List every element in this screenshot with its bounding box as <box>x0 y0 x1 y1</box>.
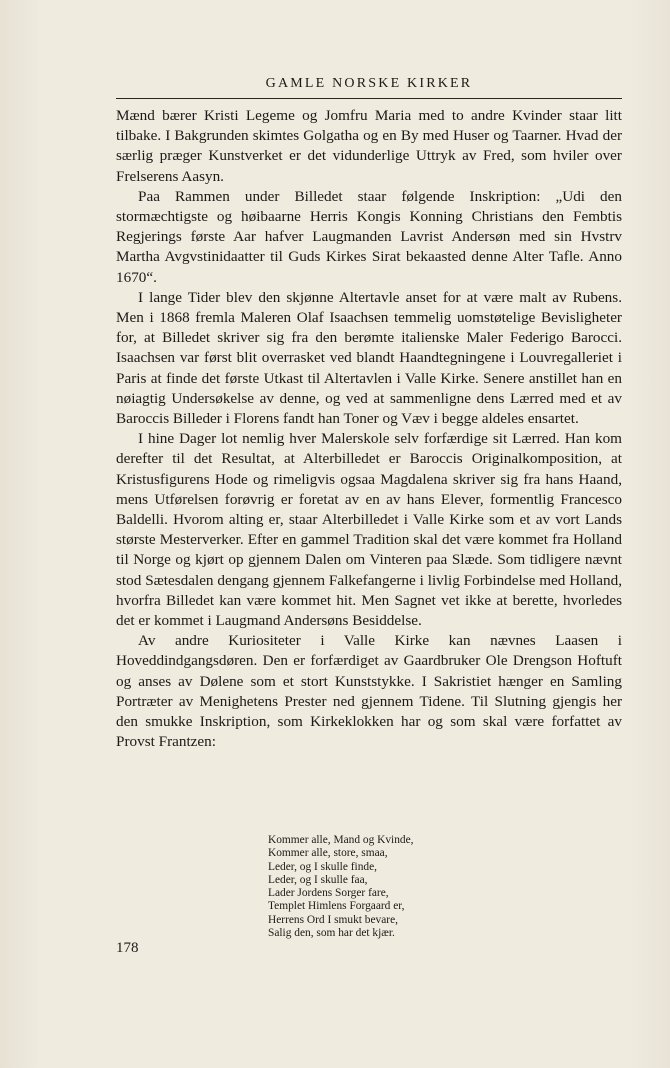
poem-line: Lader Jordens Sorger fare, <box>268 887 389 900</box>
bell-inscription-poem <box>268 834 528 940</box>
poem-line: Kommer alle, store, smaa, <box>268 847 388 860</box>
running-title: GAMLE NORSKE KIRKER <box>265 76 473 91</box>
body-text <box>116 106 622 753</box>
poem-line: Kommer alle, Mand og Kvinde, <box>268 834 414 846</box>
paragraph: Av andre Kuriositeter i Valle Kirke kan nævnes Laasen i Hoveddindgangsdøren. Den er forfærdiget av Gaardbruker Ole Drengson Hoftuft og anses av Dølene som et stort Kunststykke. I Sakristiet hænger en Samling Portræter av Menighetens Prester ned gjennem Tidene. Til Slutning gjengis her den smukke Inskription, som Kirkeklokken har og som skal være forfattet av Provst Frantzen: <box>116 632 622 751</box>
paragraph: Paa Rammen under Billedet staar følgende Inskription: „Udi den stormæchtigste og høibaarne Herris Kongis Konning Christians den Fembtis Regjerings første Aar hafver Laugmanden Lavrist Andersøn med sin Hvstrv Martha Avgvstinidaatter til Guds Kirkes Sirat bekaasted denne Alter Tafle. Anno 1670“. <box>116 187 622 286</box>
poem-line: Templet Himlens Forgaard er, <box>268 900 405 913</box>
poem-line: Leder, og I skulle faa, <box>268 873 368 886</box>
poem-line: Herrens Ord I smukt bevare, <box>268 913 398 926</box>
paragraph: I lange Tider blev den skjønne Altertavle anset for at være malt av Rubens. Men i 1868 fremla Maleren Olaf Isaachsen temmelig uomstøtelige Bevisligheter for, at Billedet skriver sig fra den berømte italienske Maler Federigo Barocci. Isaachsen var først blit overrasket ved blandt Haandtegningene i Louvregalleriet i Paris at finde det første Utkast til Altertavlen i Valle Kirke. Senere anstillet han en nøiagtig Undersøkelse av denne, og ved at sammenligne dens Lærred med et av Baroccis Billeder i Florens fandt han Toner og Væv i begge aldeles ensartet. <box>116 288 622 428</box>
paragraph: I hine Dager lot nemlig hver Malerskole selv forfærdige sit Lærred. Han kom derefter til det Resultat, at Alterbilledet er Baroccis Originalkomposition, at Kristusfigurens Hode og rimeligvis ogsaa Magdalena skriver sig fra hans Haand, mens Utførelsen forøvrig er foretat av en av hans Elever, formentlig Francesco Baldelli. Hvorom alting er, staar Alterbilledet i Valle Kirke som et av vort Lands største Mesterverker. Efter en gammel Tradition skal det være kommet fra Holland til Norge og kjørt op gjennem Dalen om Vinteren paa Slæde. Som tidligere nævnt stod Sætesdalen dengang gjennem Falkefangerne i livlig Forbindelse med Holland, hvorfra Billedet kan være kommet hit. Men Sagnet vet ikke at berette, hvorledes det er kommet i Laugmand Andersøns Besiddelse. <box>116 430 622 630</box>
page-number: 178 <box>116 940 139 956</box>
poem-line: Salig den, som har det kjær. <box>268 927 395 940</box>
paragraph: Mænd bærer Kristi Legeme og Jomfru Maria med to andre Kvinder staar litt tilbake. I Bakgrunden skimtes Golgatha og en By med Huser og Taarner. Hvad der særlig præger Kunstverket er det vidunderlige Uttryk av Fred, som hviler over Frelserens Aasyn. <box>116 107 622 185</box>
header-rule <box>116 98 622 99</box>
poem-line: Leder, og I skulle finde, <box>268 860 377 873</box>
